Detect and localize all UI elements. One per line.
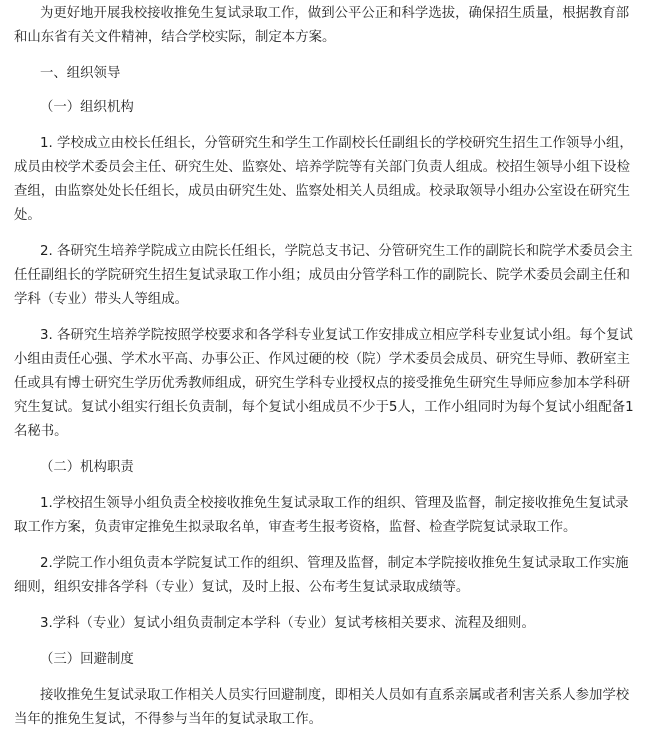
subsection-heading-duties: （二）机构职责 — [40, 460, 134, 475]
paragraph-item-2: 2. 各研究生培养学院成立由院长任组长，学院总支书记、分管研究生工作的副院长和院学术委员会主任任副组长的学院研究生招生复试录取工作小组；成员由分管学科工作的副院长、院学术委员会副主任和学科（专业）带头人等组成。 — [14, 244, 633, 307]
paragraph-recusal: 接收推免生复试录取工作相关人员实行回避制度，即相关人员如有直系亲属或者利害关系人参加学校当年的推免生复试，不得参与当年的复试录取工作。 — [14, 688, 630, 727]
subsection-heading-structure: （一）组织机构 — [40, 100, 134, 115]
intro-paragraph: 为更好地开展我校接收推免生复试录取工作，做到公平公正和科学选拔，确保招生质量，根据教育部和山东省有关文件精神，结合学校实际，制定本方案。 — [14, 6, 630, 45]
section-heading-organization: 一、组织领导 — [40, 66, 121, 81]
paragraph-duty-1: 1.学校招生领导小组负责全校接收推免生复试录取工作的组织、管理及监督，制定接收推免生复试录取工作方案，负责审定推免生拟录取名单，审查考生报考资格，监督、检查学院复试录取工作。 — [14, 496, 629, 535]
paragraph-item-1: 1. 学校成立由校长任组长，分管研究生和学生工作副校长任副组长的学校研究生招生工作领导小组，成员由校学术委员会主任、研究生处、监察处、培养学院等有关部门负责人组成。校招生领导小组下设检查组，由监察处处长任组长，成员由研究生处、监察处相关人员组成。校录取领导小组办公室设在研究生处。 — [14, 136, 633, 223]
paragraph-duty-2: 2.学院工作小组负责本学院复试工作的组织、管理及监督，制定本学院接收推免生复试录取工作实施细则，组织安排各学科（专业）复试，及时上报、公布考生复试录取成绩等。 — [14, 556, 629, 595]
paragraph-duty-3: 3.学科（专业）复试小组负责制定本学科（专业）复试考核相关要求、流程及细则。 — [40, 616, 535, 631]
subsection-heading-recusal: （三）回避制度 — [40, 652, 134, 667]
paragraph-item-3: 3. 各研究生培养学院按照学校要求和各学科专业复试工作安排成立相应学科专业复试小组。每个复试小组由责任心强、学术水平高、办事公正、作风过硬的校（院）学术委员会成员、研究生导师、教研室主任或具有博士研究生学历优秀教师组成，研究生学科专业授权点的接受推免生研究生导师应参加本学科研究生复试。复试小组实行组长负责制，每个复试小组成员不少于5人，工作小组同时为每个复试小组配备1名秘书。 — [14, 328, 634, 439]
